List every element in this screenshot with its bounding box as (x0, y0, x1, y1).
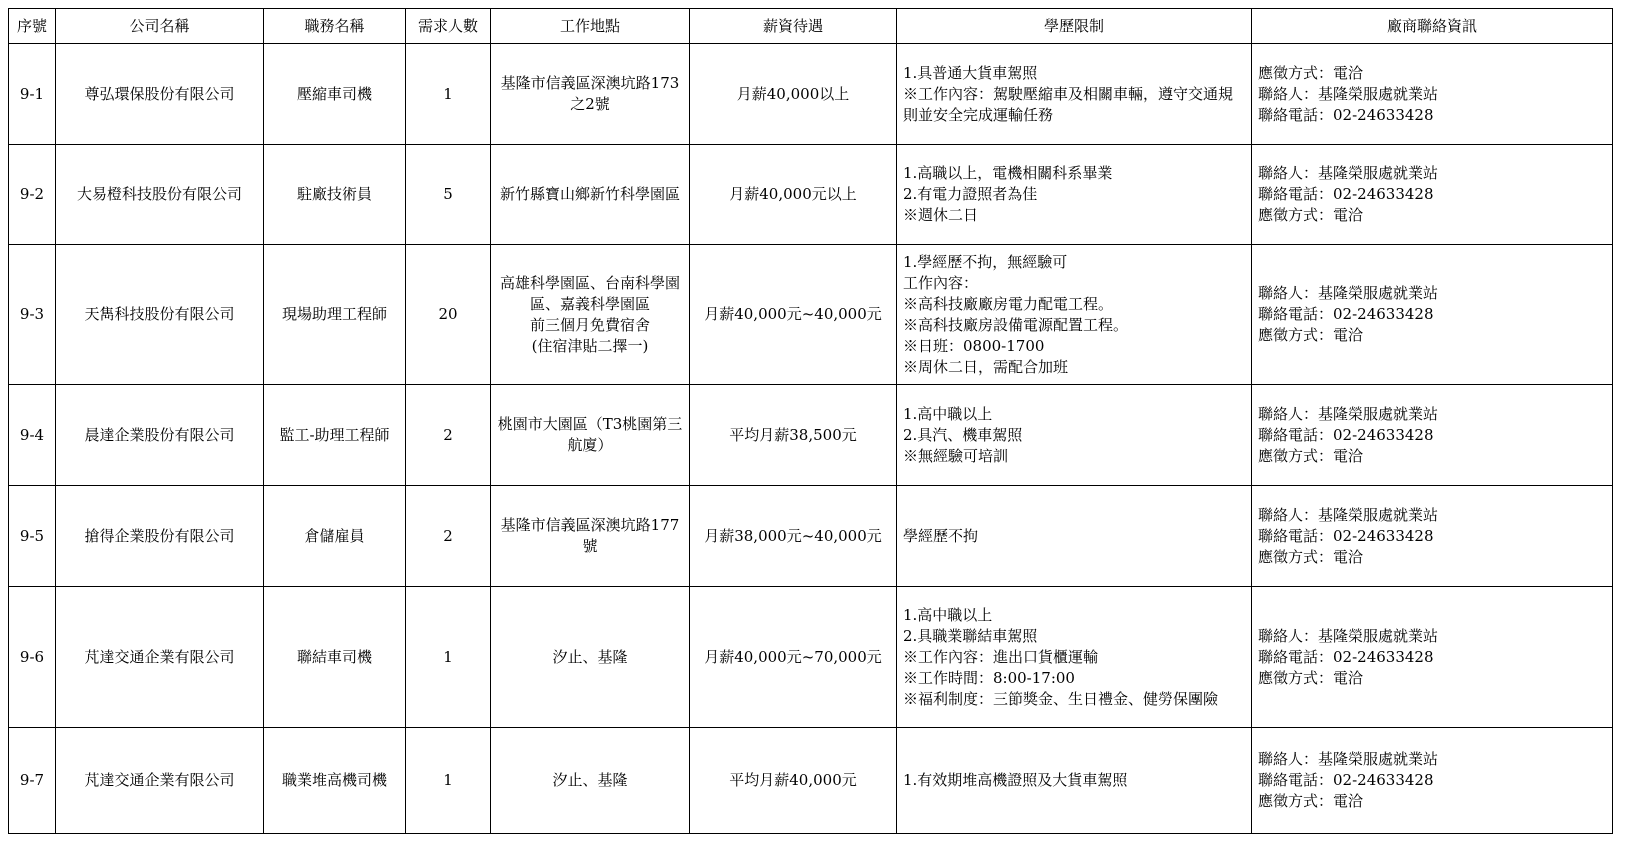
row-number: 9-5 (9, 486, 56, 587)
openings-count: 2 (406, 486, 491, 587)
salary: 平均月薪38,500元 (690, 385, 897, 486)
row-number: 9-7 (9, 728, 56, 834)
work-location: 新竹縣寶山鄉新竹科學園區 (491, 145, 690, 245)
openings-count: 5 (406, 145, 491, 245)
table-row (9, 44, 1613, 145)
contact-info: 應徵方式：電洽 聯絡人：基隆榮服處就業站 聯絡電話：02-24633428 (1252, 44, 1613, 145)
header-contact: 廠商聯絡資訊 (1252, 9, 1613, 44)
work-location: 高雄科學園區、台南科學園區、嘉義科學園區 前三個月免費宿舍 (住宿津貼二擇一) (491, 245, 690, 385)
job-title: 倉儲雇員 (264, 486, 406, 587)
contact-info: 聯絡人：基隆榮服處就業站 聯絡電話：02-24633428 應徵方式：電洽 (1252, 728, 1613, 834)
work-location: 基隆市信義區深澳坑路177號 (491, 486, 690, 587)
row-number: 9-1 (9, 44, 56, 145)
row-number: 9-4 (9, 385, 56, 486)
table-row (9, 728, 1613, 834)
requirements: 1.高中職以上 2.具汽、機車駕照 ※無經驗可培訓 (897, 385, 1252, 486)
requirements: 1.高中職以上 2.具職業聯結車駕照 ※工作內容：進出口貨櫃運輸 ※工作時間：8:00-17:00 ※福利制度：三節獎金、生日禮金、健勞保團險 (897, 587, 1252, 728)
salary: 月薪40,000元~40,000元 (690, 245, 897, 385)
company-name: 晨達企業股份有限公司 (56, 385, 264, 486)
table-row (9, 245, 1613, 385)
company-name: 搶得企業股份有限公司 (56, 486, 264, 587)
table-row (9, 145, 1613, 245)
contact-info: 聯絡人：基隆榮服處就業站 聯絡電話：02-24633428 應徵方式：電洽 (1252, 245, 1613, 385)
job-title: 聯結車司機 (264, 587, 406, 728)
job-title: 駐廠技術員 (264, 145, 406, 245)
openings-count: 20 (406, 245, 491, 385)
salary: 月薪40,000元以上 (690, 145, 897, 245)
work-location: 汐止、基隆 (491, 728, 690, 834)
requirements: 1.具普通大貨車駕照 ※工作內容：駕駛壓縮車及相關車輛，遵守交通規則並安全完成運輸任務 (897, 44, 1252, 145)
job-title: 現場助理工程師 (264, 245, 406, 385)
table-row (9, 486, 1613, 587)
contact-info: 聯絡人：基隆榮服處就業站 聯絡電話：02-24633428 應徵方式：電洽 (1252, 486, 1613, 587)
company-name: 芃達交通企業有限公司 (56, 728, 264, 834)
header-company: 公司名稱 (56, 9, 264, 44)
company-name: 天雋科技股份有限公司 (56, 245, 264, 385)
row-number: 9-3 (9, 245, 56, 385)
work-location: 汐止、基隆 (491, 587, 690, 728)
header-row (9, 9, 1613, 44)
header-requirements: 學歷限制 (897, 9, 1252, 44)
openings-count: 1 (406, 587, 491, 728)
salary: 平均月薪40,000元 (690, 728, 897, 834)
company-name: 芃達交通企業有限公司 (56, 587, 264, 728)
row-number: 9-6 (9, 587, 56, 728)
salary: 月薪38,000元~40,000元 (690, 486, 897, 587)
openings-count: 1 (406, 728, 491, 834)
openings-count: 1 (406, 44, 491, 145)
header-location: 工作地點 (491, 9, 690, 44)
requirements: 學經歷不拘 (897, 486, 1252, 587)
header-number: 序號 (9, 9, 56, 44)
company-name: 尊弘環保股份有限公司 (56, 44, 264, 145)
contact-info: 聯絡人：基隆榮服處就業站 聯絡電話：02-24633428 應徵方式：電洽 (1252, 145, 1613, 245)
work-location: 基隆市信義區深澳坑路173之2號 (491, 44, 690, 145)
table-row (9, 587, 1613, 728)
contact-info: 聯絡人：基隆榮服處就業站 聯絡電話：02-24633428 應徵方式：電洽 (1252, 587, 1613, 728)
header-job-title: 職務名稱 (264, 9, 406, 44)
table-row (9, 385, 1613, 486)
requirements: 1.高職以上，電機相關科系畢業 2.有電力證照者為佳 ※週休二日 (897, 145, 1252, 245)
row-number: 9-2 (9, 145, 56, 245)
header-openings: 需求人數 (406, 9, 491, 44)
work-location: 桃園市大園區（T3桃園第三航廈） (491, 385, 690, 486)
openings-count: 2 (406, 385, 491, 486)
job-listing-table (8, 8, 1613, 834)
job-title: 壓縮車司機 (264, 44, 406, 145)
salary: 月薪40,000元~70,000元 (690, 587, 897, 728)
contact-info: 聯絡人：基隆榮服處就業站 聯絡電話：02-24633428 應徵方式：電洽 (1252, 385, 1613, 486)
job-title: 監工-助理工程師 (264, 385, 406, 486)
header-salary: 薪資待遇 (690, 9, 897, 44)
job-title: 職業堆高機司機 (264, 728, 406, 834)
requirements: 1.有效期堆高機證照及大貨車駕照 (897, 728, 1252, 834)
company-name: 大易橙科技股份有限公司 (56, 145, 264, 245)
salary: 月薪40,000以上 (690, 44, 897, 145)
requirements: 1.學經歷不拘，無經驗可 工作內容： ※高科技廠廠房電力配電工程。 ※高科技廠房設備電源配置工程。 ※日班：0800-1700 ※周休二日，需配合加班 (897, 245, 1252, 385)
